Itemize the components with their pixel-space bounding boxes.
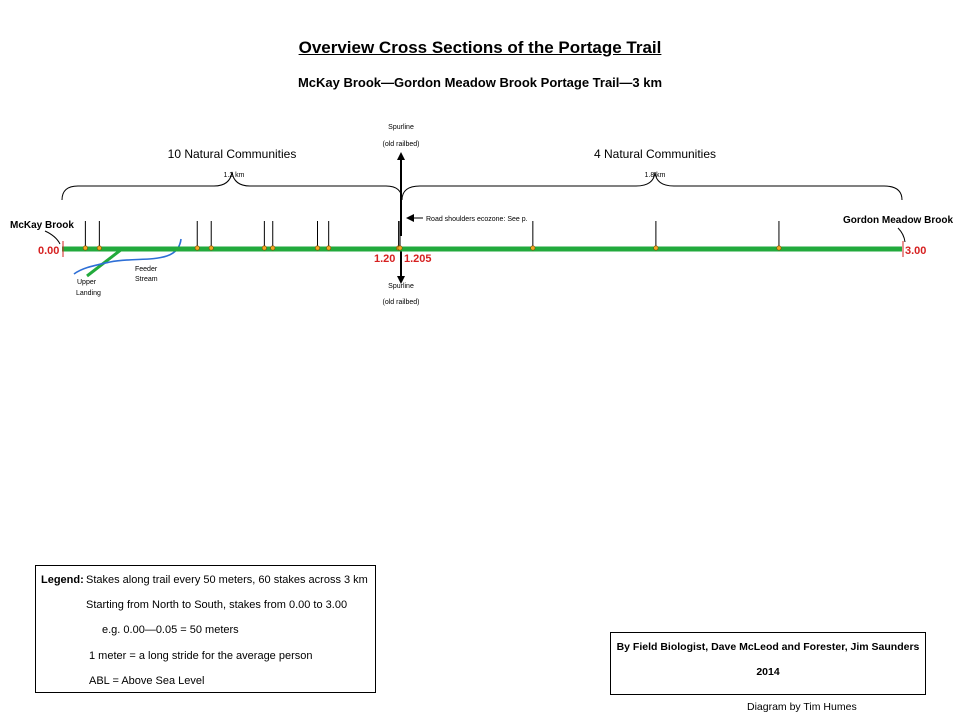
spurline-top-label: Spurline <box>388 124 414 131</box>
spurline-bottom-sublabel: (old railbed) <box>382 299 420 306</box>
end-brook-label: Gordon Meadow Brook <box>843 215 953 226</box>
spurline-top-sublabel: (old railbed) <box>382 141 420 148</box>
upper-landing-label: Upper <box>77 279 97 286</box>
credit-box <box>610 632 926 695</box>
stake-marker <box>326 246 330 250</box>
feeder-stream-label-2: Stream <box>135 276 158 283</box>
upper-landing-label-2: Landing <box>76 290 101 297</box>
stake-marker <box>262 246 266 250</box>
left-section-label: 10 Natural Communities <box>167 147 297 161</box>
stake-marker <box>777 246 781 250</box>
stake-marker <box>654 246 658 250</box>
diagram-author: Diagram by Tim Humes <box>747 701 857 713</box>
credit-authors: By Field Biologist, Dave McLeod and Forester, Jim Saunders <box>616 641 920 653</box>
stakes-group <box>83 221 781 250</box>
start-brook-label: McKay Brook <box>10 220 74 231</box>
right-section-label: 4 Natural Communities <box>593 147 717 161</box>
credit-year: 2014 <box>756 666 780 678</box>
right-section-length: 1.8 km <box>644 172 666 179</box>
legend-line-1: Stakes along trail every 50 meters, 60 stakes across 3 km <box>86 574 368 586</box>
feeder-stream <box>74 239 181 274</box>
stake-marker <box>271 246 275 250</box>
stake-marker <box>83 246 87 250</box>
legend-line-2: Starting from North to South, stakes from 0.00 to 3.00 <box>86 599 348 611</box>
start-km-label: 0.00 <box>38 245 60 257</box>
stake-marker <box>398 246 402 250</box>
end-km-label: 3.00 <box>905 245 927 257</box>
legend-line-3: e.g. 0.00—0.05 = 50 meters <box>102 624 239 636</box>
stake-marker <box>195 246 199 250</box>
spurline-bottom-label: Spurline <box>388 283 414 290</box>
spurline-km-marker-2: 1.205 <box>404 253 432 265</box>
stake-marker <box>531 246 535 250</box>
diagram-title: Overview Cross Sections of the Portage Trail <box>298 38 662 57</box>
stake-marker <box>209 246 213 250</box>
legend-line-5: ABL = Above Sea Level <box>89 675 205 687</box>
legend-box <box>35 565 376 693</box>
start-brook-pointer <box>45 231 60 244</box>
left-section-length: 1.2 km <box>223 172 245 179</box>
stake-marker <box>97 246 101 250</box>
feeder-stream-label: Feeder <box>135 266 158 273</box>
diagram-subtitle: McKay Brook—Gordon Meadow Brook Portage Trail—3 km <box>297 75 663 90</box>
stake-marker <box>315 246 319 250</box>
legend-heading: Legend: <box>41 574 84 586</box>
legend-line-4: 1 meter = a long stride for the average person <box>89 650 313 662</box>
road-shoulders-note: Road shoulders ecozone: See p. <box>426 216 528 223</box>
end-brook-pointer <box>898 228 905 242</box>
spurline-km-marker-1: 1.20 <box>374 253 396 265</box>
